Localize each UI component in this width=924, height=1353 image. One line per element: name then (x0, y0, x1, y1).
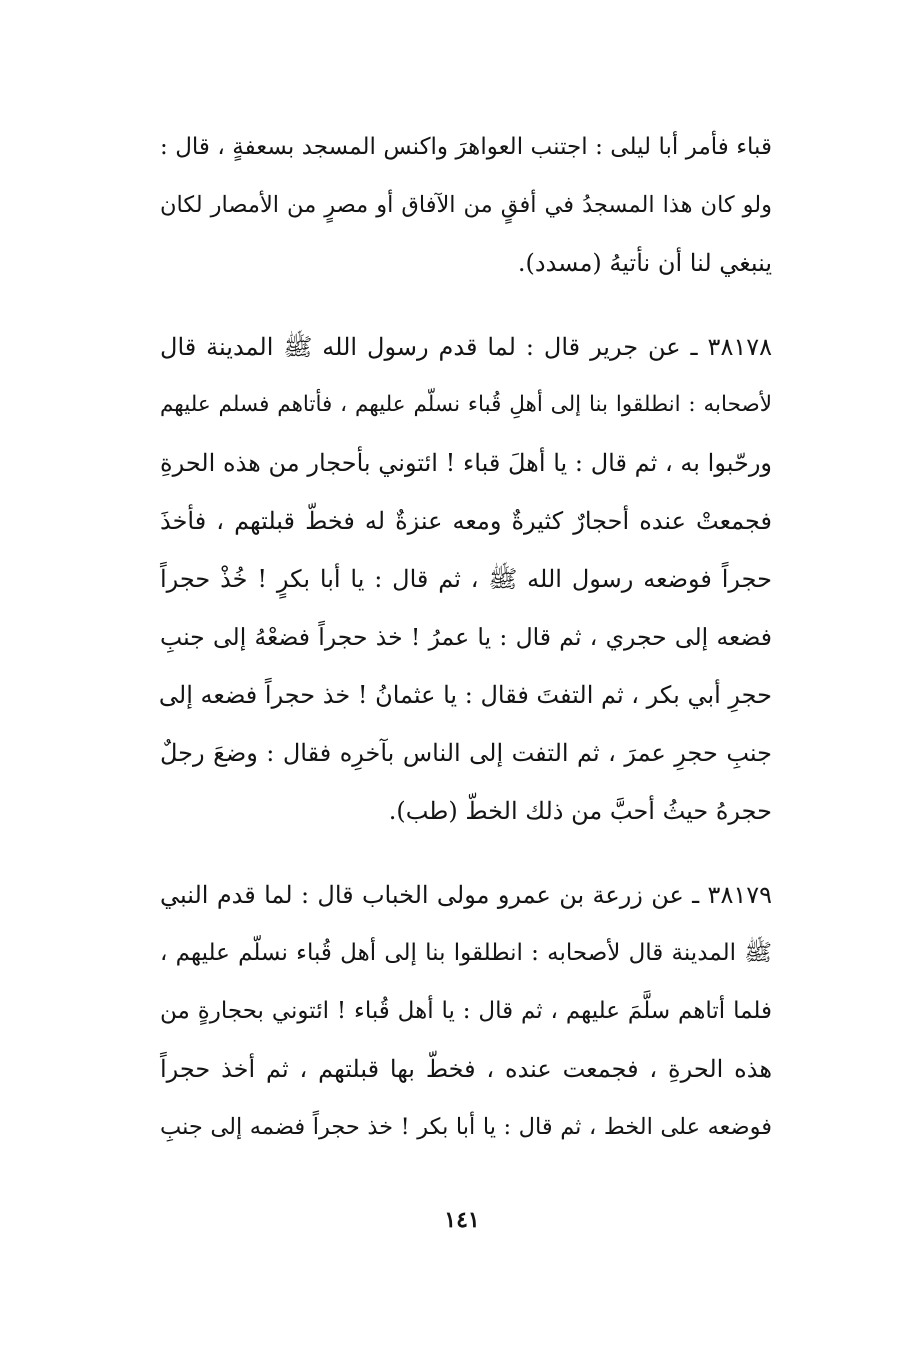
text-line: ولو كان هذا المسجدُ في أفقٍ من الآفاق أو مصرٍ من الأمصار لكان (160, 192, 772, 218)
text-line: لأصحابه : انطلقوا بنا إلى أهلِ قُباء نسلّم عليهم ، فأتاهم فسلم عليهم (160, 392, 772, 417)
text-line: ٣٨١٧٩ ـ عن زرعة بن عمرو مولى الخباب قال : لما قدم النبي (160, 881, 772, 909)
text-line: حجراً فوضعه رسول الله ﷺ ، ثم قال : يا أبا بكرٍ ! خُذْ حجراً (160, 565, 772, 593)
text-line: فلما أتاهم سلَّمَ عليهم ، ثم قال : يا أهل قُباء ! ائتوني بحجارةٍ من (160, 998, 772, 1024)
text-line: ٣٨١٧٨ ـ عن جرير قال : لما قدم رسول الله ﷺ المدينة قال (160, 333, 772, 361)
page-number: ١٤١ (444, 1207, 480, 1233)
text-line: ينبغي لنا أن نأتيهُ (مسدد). (517, 249, 772, 277)
hadith-38179 (160, 866, 772, 1156)
text-line: حجرِ أبي بكر ، ثم التفتَ فقال : يا عثمانُ ! خذ حجراً فضعه إلى (158, 681, 772, 709)
text-line: جنبِ حجرِ عمرَ ، ثم التفت إلى الناس بآخرِه فقال : وضعَ رجلٌ (160, 739, 772, 767)
text-line: حجرهُ حيثُ أحبَّ من ذلك الخطّ (طب). (388, 797, 772, 825)
hadith-38178 (160, 318, 772, 840)
text-line: ورحّبوا به ، ثم قال : يا أهلَ قباء ! ائتوني بأحجار من هذه الحرةِ (160, 449, 772, 477)
paragraph-continuation (160, 118, 772, 292)
text-line: قباء فأمر أبا ليلى : اجتنب العواهرَ واكنس المسجد بسعفةٍ ، قال : (160, 134, 772, 160)
text-line: ﷺ المدينة قال لأصحابه : انطلقوا بنا إلى أهل قُباء نسلّم عليهم ، (160, 940, 772, 966)
text-line: فجمعتْ عنده أحجارٌ كثيرةٌ ومعه عنزةٌ له فخطّ قبلتهم ، فأخذَ (160, 507, 772, 535)
text-line: فضعه إلى حجري ، ثم قال : يا عمرُ ! خذ حجراً فضعْهُ إلى جنبِ (160, 623, 772, 651)
text-line: فوضعه على الخط ، ثم قال : يا أبا بكر ! خذ حجراً فضمه إلى جنبِ (160, 1114, 772, 1140)
text-line: هذه الحرةِ ، فجمعت عنده ، فخطّ بها قبلتهم ، ثم أخذ حجراً (160, 1055, 772, 1083)
